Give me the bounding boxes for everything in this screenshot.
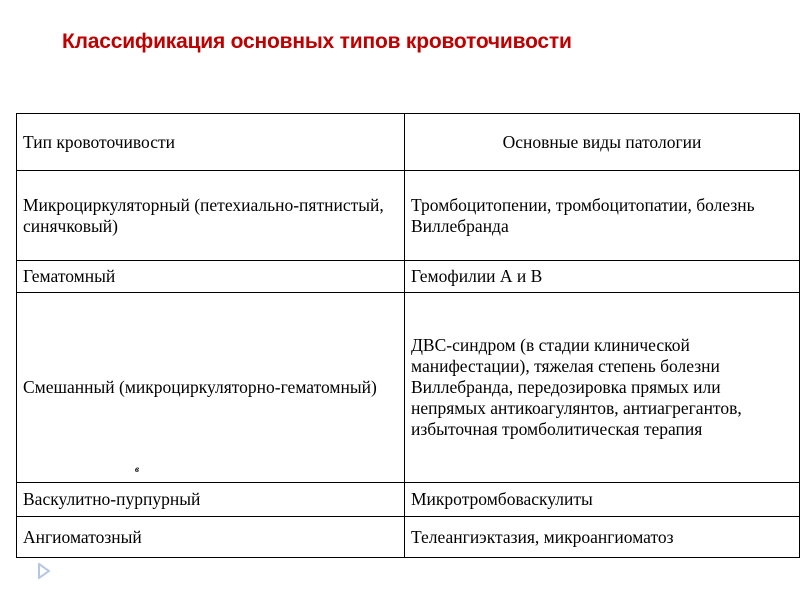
- cell-type-mixed: [17, 293, 405, 483]
- cell-pathology: Микротромбоваскулиты: [405, 483, 800, 517]
- cell-pathology: ДВС-синдром (в стадии клинической манифестации), тяжелая степень болезни Виллебранда, передозировка прямых или непрямых антикоагулянтов, антиагрегантов, избыточная тромболитическая терапия: [405, 293, 800, 483]
- table-row: [17, 261, 800, 293]
- cell-pathology: Гемофилии А и В: [405, 261, 800, 293]
- table-row: [17, 483, 800, 517]
- cell-inner: [23, 377, 398, 474]
- table-row: [17, 293, 800, 483]
- cell-pathology: Телеангиэктазия, микроангиоматоз: [405, 517, 800, 558]
- header-cell-type: Тип кровоточивости: [17, 114, 405, 171]
- cell-type: Гематомный: [17, 261, 405, 293]
- triangle-right-icon[interactable]: [38, 563, 50, 579]
- table-row: [17, 517, 800, 558]
- cell-type: Васкулитно-пурпурный: [17, 483, 405, 517]
- small-mark: в: [135, 464, 140, 474]
- cell-type: Микроциркуляторный (петехиально-пятнистый, синячковый): [17, 171, 405, 261]
- classification-table: [16, 113, 800, 558]
- cell-pathology: Тромбоцитопении, тромбоцитопатии, болезнь Виллебранда: [405, 171, 800, 261]
- header-cell-pathology: Основные виды патологии: [405, 114, 800, 171]
- table-header-row: [17, 114, 800, 171]
- table-row: [17, 171, 800, 261]
- cell-type: Ангиоматозный: [17, 517, 405, 558]
- cell-type-text: Смешанный (микроциркуляторно-гематомный): [23, 377, 377, 397]
- slide-title: Классификация основных типов кровоточивости: [62, 30, 572, 53]
